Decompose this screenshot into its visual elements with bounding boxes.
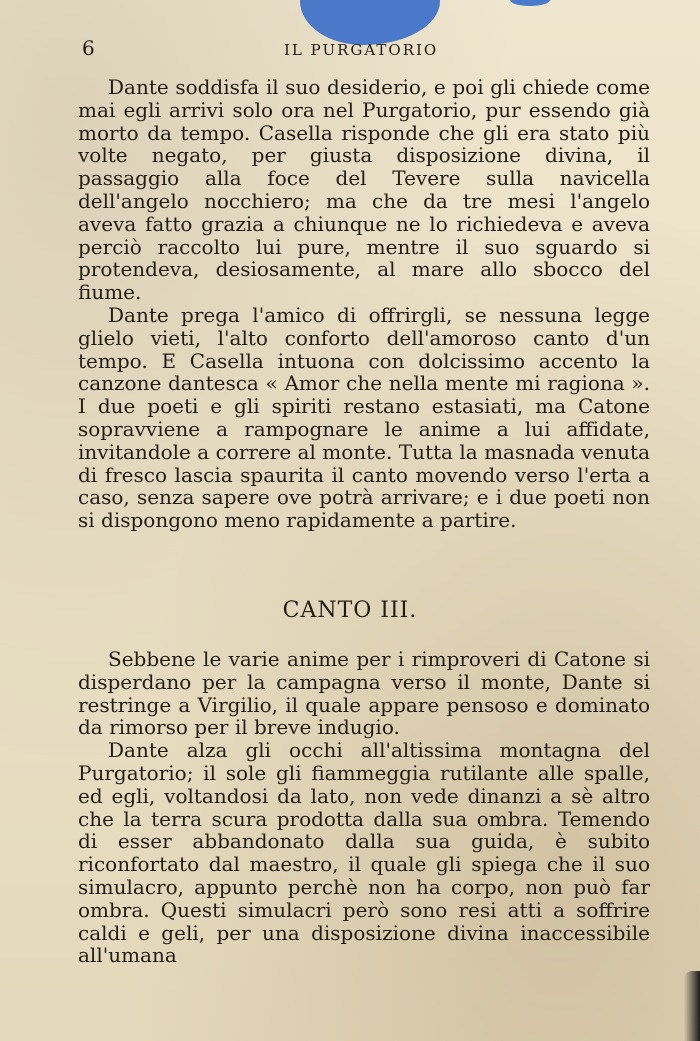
summary-canto-ii xyxy=(78,76,650,532)
paragraph: Sebbene le varie anime per i rimproveri di Catone si disperdano per la campagna verso il monte, Dante si restringe a Virgilio, il quale appare pensoso e dominato da rimorso per il breve indugio. xyxy=(78,647,650,740)
paragraph: Dante alza gli occhi all'altissima montagna del Purgatorio; il sole gli fiammeggia rutilante alle spalle, ed egli, voltandosi da lato, non vede dinanzi a sè altro che la terra scura prodotta dalla sua ombra. Temendo di esser abbandonato dalla sua guida, è subito riconfortato dal maestro, il quale gli spiega che il suo simulacro, appunto perchè non ha corpo, non può far ombra. Questi simulacri però sono resi atti a soffrire caldi e geli, per una disposizione divina inaccessibile all'umana xyxy=(78,738,650,968)
paragraph: Dante prega l'amico di offrirgli, se nessuna legge glielo vieti, l'alto conforto dell'amoroso canto d'un tempo. E Casella intuona con dolcissimo accento la canzone dantesca « Amor che nella mente mi ragiona ». I due poeti e gli spiriti restano estasiati, ma Catone sopravviene a rampognare le anime a lui affidate, invitandole a correre al monte. Tutta la masnada venuta di fresco lascia spaurita il canto movendo verso l'erta a caso, senza sapere ove potrà arrivare; e i due poeti non si dispongono meno rapidamente a partire. xyxy=(78,302,650,533)
running-title: IL PURGATORIO xyxy=(284,41,439,59)
page-edge-shadow xyxy=(684,971,700,1041)
paragraph: Dante soddisfa il suo desiderio, e poi gli chiede come mai egli arrivi solo ora nel Purgatorio, pur essendo già morto da tempo. Casella risponde che gli era stato più volte negato, per giusta disposizione divina, il passaggio alla foce del Tevere sulla navicella dell'angelo nocchiero; ma che da tre mesi l'angelo aveva fatto grazia a chiunque ne lo richiedeva e aveva perciò raccolto lui pure, mentre il suo sguardo si protendeva, desiosamente, al mare allo sbocco del fiume. xyxy=(78,75,650,305)
canto-heading: CANTO III. xyxy=(282,598,418,623)
ink-stain-small xyxy=(510,0,550,6)
page-number: 6 xyxy=(82,36,95,60)
summary-canto-iii xyxy=(78,648,650,967)
ink-stain xyxy=(300,0,440,45)
